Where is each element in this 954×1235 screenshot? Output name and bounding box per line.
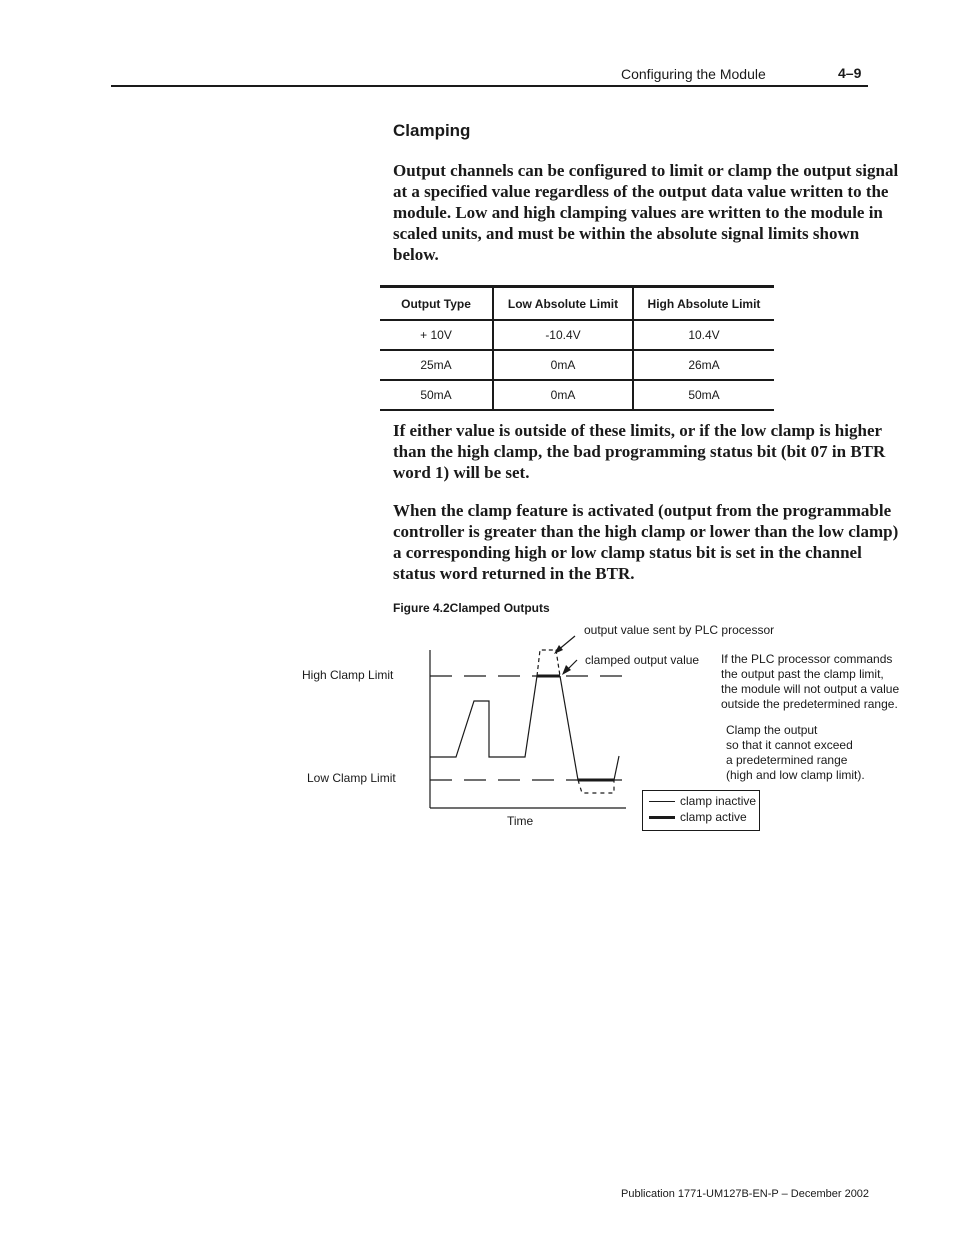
note-line: (high and low clamp limit). [726, 768, 865, 782]
arrowhead-icon [562, 665, 571, 675]
time-axis-label: Time [507, 814, 534, 828]
clamp-purpose-note [726, 723, 865, 783]
legend-item-inactive [649, 794, 756, 808]
note-line: the output past the clamp limit, [721, 667, 884, 681]
section-title: Clamping [393, 121, 471, 140]
unclamped-peak-line [537, 650, 560, 676]
table-cell: 0mA [493, 350, 633, 380]
page-number: 4–9 [838, 65, 862, 81]
table-cell: 26mA [633, 350, 774, 380]
legend-item-active [649, 810, 747, 824]
activation-paragraph: When the clamp feature is activated (output from the programmable controller is greater than the high clamp or lower than the low clamp) a corresponding high or low clamp status bit is set in the channel status word returned in the BTR. [393, 501, 899, 583]
table-cell: 50mA [633, 380, 774, 410]
legend-label: clamp inactive [680, 794, 757, 808]
table-cell: + 10V [380, 320, 493, 350]
table-cell: 10.4V [633, 320, 774, 350]
table-header-cell: Low Absolute Limit [493, 287, 633, 321]
thin-line-swatch [649, 801, 675, 802]
output-signal-rising-line [614, 756, 619, 780]
table-cell: 0mA [493, 380, 633, 410]
table-header-cell: Output Type [380, 287, 493, 321]
publication-footer: Publication 1771-UM127B-EN-P – December 2002 [621, 1188, 870, 1200]
note-line: so that it cannot exceed [726, 738, 853, 752]
clamped-value-label: clamped output value [585, 653, 700, 667]
running-header: Configuring the Module [621, 66, 766, 82]
clamp-explanation-note [721, 652, 899, 712]
figure-caption: Figure 4.2Clamped Outputs [393, 601, 550, 615]
note-line: a predetermined range [726, 753, 848, 767]
table-cell: 50mA [380, 380, 493, 410]
output-signal-falling-line [560, 676, 578, 780]
note-line: Clamp the output [726, 723, 818, 737]
table-header-cell: High Absolute Limit [633, 287, 774, 321]
note-line: outside the predetermined range. [721, 697, 898, 711]
table-cell: -10.4V [493, 320, 633, 350]
thick-line-swatch [649, 816, 675, 819]
table-cell: 25mA [380, 350, 493, 380]
figure-legend [642, 790, 760, 831]
plc-value-label: output value sent by PLC processor [584, 623, 775, 637]
note-line: the module will not output a value [721, 682, 900, 696]
note-line: If the PLC processor commands [721, 652, 893, 666]
unclamped-dip-line [578, 780, 614, 793]
output-signal-line [430, 676, 537, 757]
limits-paragraph: If either value is outside of these limits, or if the low clamp is higher than the high clamp, the bad programming status bit (bit 07 in BTR word 1) will be set. [393, 421, 886, 482]
high-clamp-label: High Clamp Limit [302, 668, 394, 682]
legend-label: clamp active [680, 810, 747, 824]
intro-paragraph: Output channels can be configured to limit or clamp the output signal at a specified value regardless of the output data value written to the module. Low and high clamping values are written to the module in scaled units, and must be within the absolute signal limits shown below. [393, 161, 899, 264]
low-clamp-label: Low Clamp Limit [307, 771, 396, 785]
